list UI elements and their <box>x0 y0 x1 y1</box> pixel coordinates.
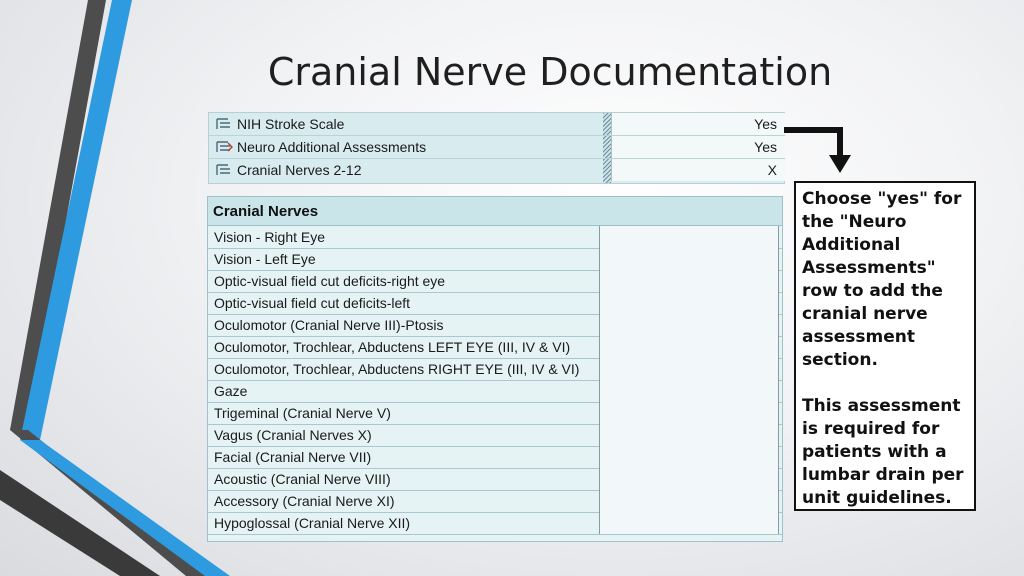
table-row[interactable]: Vision - Left Eye <box>208 248 782 271</box>
row-neuro-additional-assessments[interactable] <box>209 136 784 159</box>
value-cell[interactable] <box>599 424 779 446</box>
tree-collapse-icon <box>216 163 234 177</box>
value-cell[interactable] <box>599 336 779 358</box>
table-row[interactable]: Oculomotor, Trochlear, Abductens RIGHT EYE (III, IV & VI) <box>208 358 782 381</box>
value-cell[interactable]: X <box>611 159 785 181</box>
table-row[interactable]: Gaze <box>208 380 782 403</box>
page-title: Cranial Nerve Documentation <box>267 50 833 94</box>
table-row[interactable]: Accessory (Cranial Nerve XI) <box>208 490 782 513</box>
row-cranial-nerves-2-12[interactable] <box>209 159 784 181</box>
value-cell[interactable] <box>599 292 779 314</box>
table-row[interactable]: Facial (Cranial Nerve VII) <box>208 446 782 469</box>
table-row[interactable]: Optic-visual field cut deficits-right eye <box>208 270 782 293</box>
callout-paragraph: This assessment is required for patients with a lumbar drain per unit guidelines. <box>802 396 964 508</box>
table-header: Cranial Nerves <box>208 197 782 226</box>
table-row[interactable]: Optic-visual field cut deficits-left <box>208 292 782 315</box>
value-cell[interactable] <box>599 490 779 512</box>
table-row[interactable]: Hypoglossal (Cranial Nerve XII) <box>208 512 782 535</box>
down-arrow-icon <box>782 125 852 175</box>
value-cell[interactable] <box>599 380 779 402</box>
assessment-list-panel <box>208 112 785 184</box>
value-cell[interactable] <box>599 270 779 292</box>
table-row[interactable]: Oculomotor, Trochlear, Abductens LEFT EYE (III, IV & VI) <box>208 336 782 359</box>
cranial-nerves-table <box>207 196 783 542</box>
row-label: Neuro Additional Assessments <box>237 139 427 155</box>
value-cell[interactable] <box>599 358 779 380</box>
table-row[interactable]: Vision - Right Eye <box>208 226 782 249</box>
callout-paragraph: Choose "yes" for the "Neuro Additional Assessments" row to add the cranial nerve assessment section. <box>802 189 962 370</box>
table-row[interactable]: Acoustic (Cranial Nerve VIII) <box>208 468 782 491</box>
table-row[interactable]: Oculomotor (Cranial Nerve III)-Ptosis <box>208 314 782 337</box>
tree-edit-icon <box>216 140 234 154</box>
value-cell[interactable]: Yes <box>611 136 785 158</box>
instruction-callout <box>794 181 976 511</box>
value-cell[interactable] <box>599 512 779 534</box>
value-cell[interactable] <box>599 468 779 490</box>
value-cell[interactable] <box>599 248 779 270</box>
row-label: NIH Stroke Scale <box>237 116 345 132</box>
value-cell[interactable] <box>599 226 779 248</box>
row-nih-stroke-scale[interactable] <box>209 113 784 136</box>
row-label: Cranial Nerves 2-12 <box>237 162 362 178</box>
value-cell[interactable] <box>599 446 779 468</box>
value-cell[interactable] <box>599 314 779 336</box>
table-row[interactable]: Trigeminal (Cranial Nerve V) <box>208 402 782 425</box>
value-cell[interactable] <box>599 402 779 424</box>
tree-collapse-icon <box>216 117 234 131</box>
table-row[interactable]: Vagus (Cranial Nerves X) <box>208 424 782 447</box>
value-cell[interactable]: Yes <box>611 113 785 135</box>
